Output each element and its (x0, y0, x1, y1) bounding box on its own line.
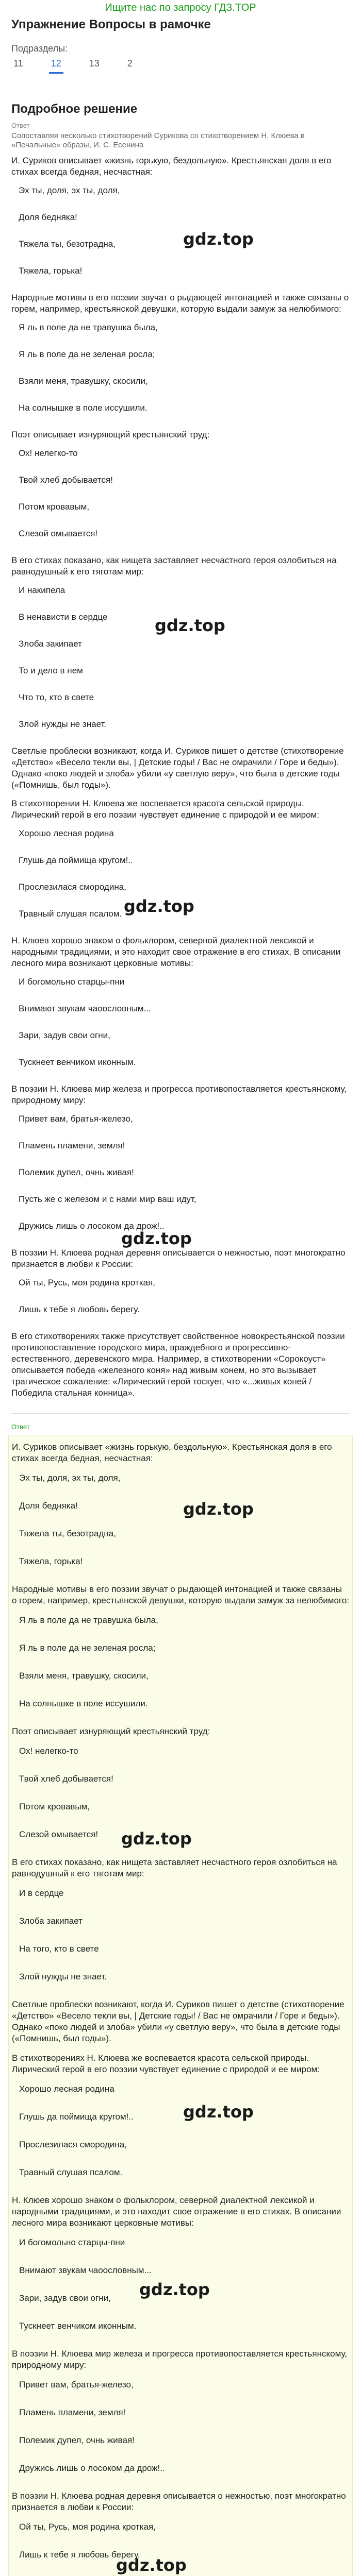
paragraph: И. Суриков описывает «жизнь горькую, бездольную». Крестьянская доля в его стихах всегда бедная, несчастная: (11, 156, 332, 177)
subsection-tab-2[interactable]: 2 (127, 58, 133, 69)
page-title: Упражнение Вопросы в рамочке (11, 18, 211, 31)
paragraph: В поэзии Н. Клюева мир железа и прогресса противопоставляется крестьянскому, природному миру: (11, 1084, 347, 1105)
poem-line: Потом кровавым, (19, 502, 90, 512)
solution-heading: Подробное решение (11, 102, 138, 116)
paragraph: В поэзии Н. Клюева родная деревня описывается о нежностью, поэт многократно признается в любви к России: (12, 2491, 346, 2512)
subsection-tab-13[interactable]: 13 (89, 58, 100, 69)
poem-line: Тускнеет венчиком иконным. (19, 1057, 136, 1067)
watermark: gdz.top (155, 616, 225, 635)
top-note: Ищите нас по запросу ГДЗ.TOP (105, 2, 256, 13)
poem-line: Доля бедняка! (19, 212, 77, 222)
poem-line: Слезой омывается! (19, 1829, 99, 1839)
poem-line: Тяжела, горька! (19, 1556, 83, 1566)
paragraph: Поэт описывает изнуряющий крестьянский труд: (12, 1726, 210, 1736)
poem-line: Пламень пламени, земля! (19, 2408, 126, 2417)
poem-line: В ненависти в сердце (19, 612, 108, 622)
poem-line: Твой хлеб добывается! (19, 1774, 113, 1784)
paragraph: В поэзии Н. Клюева мир железа и прогресса противопоставляется крестьянскому, природному миру: (12, 2349, 347, 2370)
poem-line: Тускнеет венчиком иконным. (19, 2321, 137, 2331)
poem-line: Доля бедняка! (19, 1501, 78, 1511)
poem-line: Хорошо лесная родина (19, 2084, 114, 2094)
paragraph: Народные мотивы в его поэзии звучат о рыдающей интонацией и также связаны о горем, например, крестьянской девушки, которую выдали замуж за нелюбимого: (12, 1584, 349, 1605)
watermark: gdz.top (121, 1229, 192, 1248)
poem-line: То и дело в нем (19, 666, 83, 675)
poem-line: Я ль в поле да не зеленая росла; (19, 349, 155, 359)
poem-line: Ой ты, Русь, моя родина кроткая, (19, 1278, 155, 1287)
poem-line: Внимают звукам чаоословным... (19, 2265, 152, 2275)
poem-line: Злой нужды не знает. (19, 1972, 107, 1981)
poem-line: На солнышке в поле иссушили. (19, 403, 147, 413)
subsections-label: Подразделы: (11, 43, 68, 54)
paragraph: В стихотворениях Н. Клюева же воспевается красота сельской природы. Лирический герой в его поэзии чувствует единение с природой и ее миром: (12, 2053, 320, 2074)
poem-line: И богомольно старцы-пни (19, 977, 125, 987)
answer-box (8, 1435, 353, 2576)
poem-line: Лишь к тебе я любовь берегу. (19, 2550, 140, 2560)
paragraph: Н. Клюев хорошо знаком о фольклором, северной диалектной лексикой и народными традициями, и это находит свое отражение в его стихах. В описании лесного мира возникают церковные мотивы: (11, 936, 341, 968)
paragraph: В его стихотворениях также присутствует свойственное новокрестьянской поэзии противопоставление городского мира, враждебного и прогрессивно-естественного, деревенского мира. Например, в стихотворении «Сорокоуст» описывается победа «железного коня» над живым конем, но это вызывает трагическое сожаление: «Лирический герой тоскует, что «...живых коней / Победила стальная конница». (11, 1331, 345, 1398)
divider (11, 1413, 350, 1414)
watermark: gdz.top (124, 896, 194, 916)
poem-line: Зари, задув свои огни, (19, 2293, 111, 2303)
poem-line: Прослезилася смородина, (19, 882, 126, 892)
poem-line: Взяли меня, травушку, скосили, (19, 1671, 149, 1681)
answer-tag: Ответ (11, 1423, 30, 1431)
poem-line: Я ль в поле да не травушка была, (19, 1615, 158, 1625)
poem-line: И в сердце (19, 1888, 64, 1898)
subsection-tab-12[interactable]: 12 (49, 58, 63, 74)
poem-line: Злоба закипает (19, 639, 82, 649)
poem-line: Ох! нелегко-то (19, 448, 78, 458)
poem-line: Тяжела ты, безотрадна, (19, 1529, 116, 1538)
paragraph: В его стихах показано, как нищета заставляет несчастного героя озлобиться на равнодушный к его тяготам мир: (11, 555, 337, 577)
source-line: Сопоставляя несколько стихотворений Сурикова со стихотворением Н. Клюева в «Печальные» образы, И. С. Есенина (11, 131, 305, 149)
poem-line: Полемик дупел, очнь живая! (19, 1167, 134, 1177)
poem-line: Взяли меня, травушку, скосили, (19, 376, 148, 386)
poem-line: Твой хлеб добывается! (19, 475, 113, 485)
poem-line: Глушь да поймища кругом!.. (19, 2112, 134, 2122)
poem-line: Пусть же с железом и с нами мир ваш идут, (19, 1194, 196, 1204)
paragraph: В поэзии Н. Клюева родная деревня описывается о нежностью, поэт многократно признается в любви к России: (11, 1248, 346, 1269)
poem-line: Тяжела ты, безотрадна, (19, 239, 116, 249)
subsection-tabs (0, 58, 361, 76)
paragraph: Народные мотивы в его поэзии звучат о рыдающей интонацией и также связаны о горем, напримеp, крестьянской девушки, которую выдали замуж за нелюбимого: (11, 293, 349, 314)
poem-line: Дружись лишь о лосоком да дрож!.. (19, 2463, 165, 2473)
poem-line: Тяжела, горька! (19, 266, 83, 276)
poem-line: Ох! нелегко-то (19, 1746, 78, 1756)
watermark: gdz.top (183, 2102, 254, 2122)
paragraph: В стихотворении Н. Клюева же воспевается красота сельской природы. Лирический герой в его поэзии чувствует единение с природой и ее миром: (11, 799, 319, 820)
poem-line: И накипела (19, 585, 65, 595)
poem-line: Травный слушая псалом. (19, 909, 122, 919)
poem-line: Дружись лишь о лосоком да дрож!.. (19, 1221, 165, 1231)
poem-line: Злой нужды не знает. (19, 719, 107, 729)
poem-line: Прослезилася смородина, (19, 2140, 127, 2149)
poem-line: На того, кто в свете (19, 1944, 99, 1954)
poem-line: Зари, задув свои огни, (19, 1030, 110, 1040)
paragraph: В его стихах показано, как нищета заставляет несчастного героя озлобиться на равнодушный к его тяготам мир: (12, 1857, 337, 1878)
poem-line: Я ль в поле да не зеленая росла; (19, 1643, 156, 1653)
poem-line: Глушь да поймища кругом!.. (19, 855, 133, 865)
poem-line: Ой ты, Русь, моя родина кроткая, (19, 2522, 156, 2532)
solution-tag: Ответ (11, 122, 30, 129)
paragraph: Поэт описывает изнуряющий крестьянский труд: (11, 430, 210, 439)
poem-line: Я ль в поле да не травушка была, (19, 323, 158, 332)
poem-line: Привет вам, братья-железо, (19, 2380, 134, 2389)
poem-line: И богомольно старцы-пни (19, 2238, 125, 2247)
poem-line: Травный слушая псалом. (19, 2167, 123, 2177)
paragraph: Н. Клюев хорошо знаком о фольклором, северной диалектной лексикой и народными традициями, и это находит свое отражение в его стихах. В описании лесного мира возникают церковные мотивы: (12, 2195, 341, 2228)
poem-line: Злоба закипает (19, 1916, 83, 1926)
poem-line: Привет вам, братья-железо, (19, 1114, 133, 1124)
poem-line: Пламень пламени, земля! (19, 1141, 125, 1150)
paragraph: Светлые проблески возникают, когда И. Суриков пишет о детстве (стихотворение «Детство» «Весело текли вы, | Детские годы! / Вас не омрачили / Горе и беды»). Однако «поко людей и злоба» убили «у светлую веру», что была в детские годы («Помнишь, был годы»). (12, 1999, 344, 2043)
watermark: gdz.top (116, 2555, 187, 2575)
poem-line: На солнышке в поле иссушили. (19, 1699, 148, 1708)
poem-line: Потом кровавым, (19, 1802, 90, 1811)
watermark: gdz.top (139, 2280, 210, 2299)
watermark: gdz.top (183, 229, 254, 249)
poem-line: Лишь к тебе я любовь берегу. (19, 1304, 140, 1314)
paragraph: И. Суриков описывает «жизнь горькую, бездольную». Крестьянская доля в его стихах всегда бедная, несчастная: (12, 1442, 332, 1463)
poem-line: Внимают звукам чаоословным... (19, 1004, 151, 1013)
poem-line: Полемик дупел, очнь живая! (19, 2435, 135, 2445)
poem-line: Что то, кто в свете (19, 692, 94, 702)
subsection-tab-11[interactable]: 11 (13, 58, 23, 69)
paragraph: Светлые проблески возникают, когда И. Суриков пишет о детстве (стихотворение «Детство» «Весело текли вы, | Детские годы! / Вас не омрачили / Горе и беды»). Однако «поко людей и злоба» убили «у светлую веру», что была в детские годы («Помнишь, был годы»). (11, 746, 344, 790)
solution-text (0, 155, 361, 1399)
poem-line: Эх ты, доля, эх ты, доля, (19, 1473, 121, 1483)
watermark: gdz.top (183, 1499, 254, 1519)
watermark: gdz.top (121, 1829, 192, 1849)
poem-line: Эх ты, доля, эх ты, доля, (19, 185, 120, 195)
poem-line: Слезой омывается! (19, 529, 98, 538)
poem-line: Хорошо лесная родина (19, 828, 114, 838)
